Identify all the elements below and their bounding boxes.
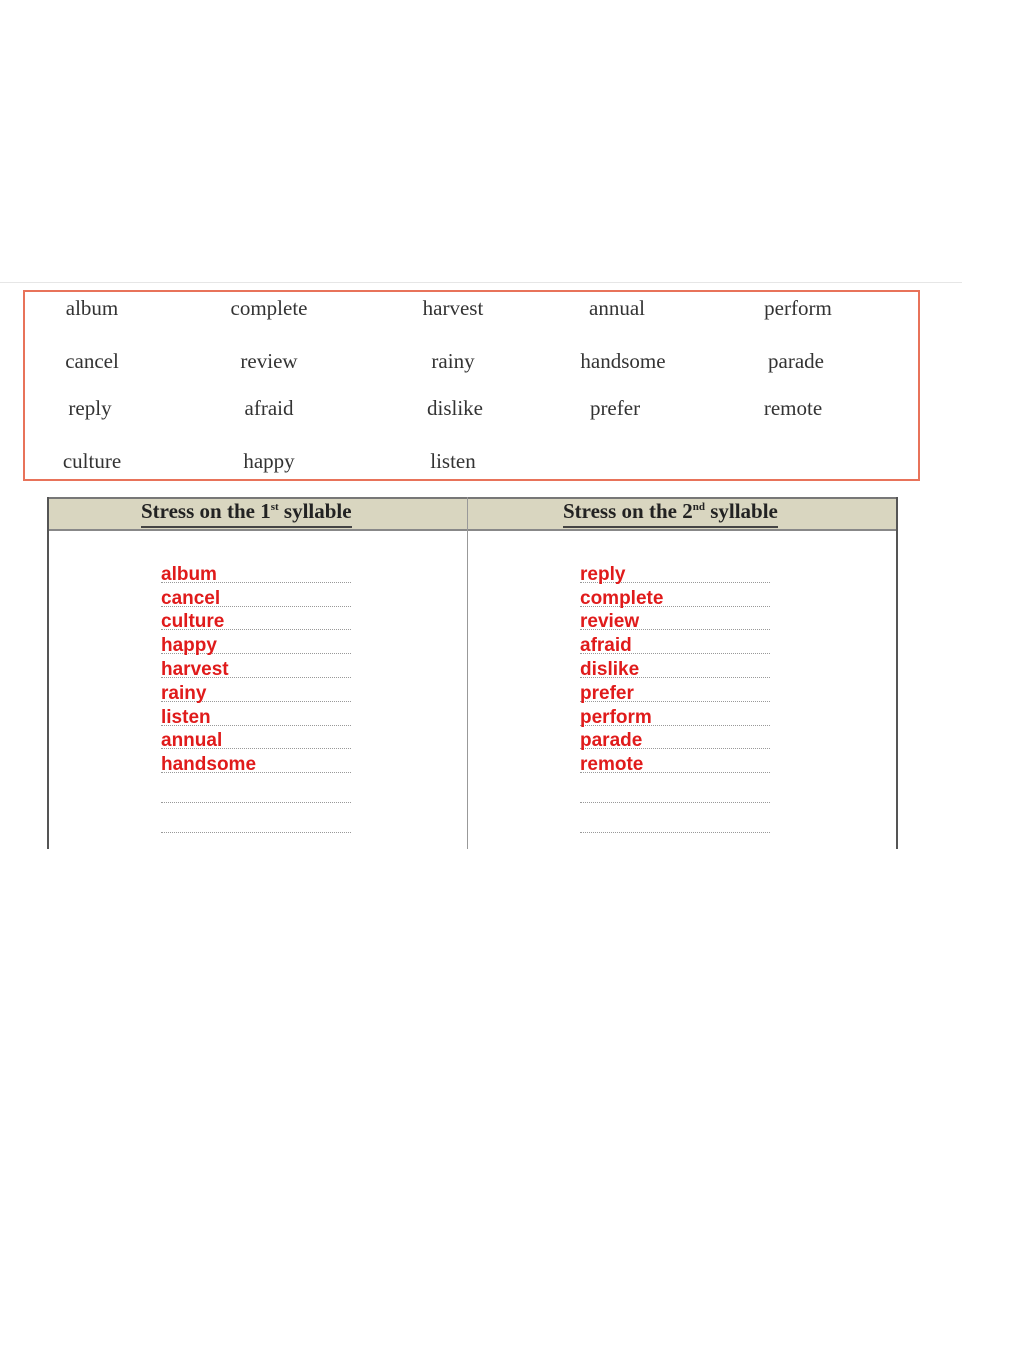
- answer-word: listen: [161, 706, 211, 728]
- word-bank-item: album: [65, 296, 119, 320]
- answer-line: [161, 630, 351, 657]
- answer-line: [161, 702, 351, 726]
- answer-line: [161, 559, 351, 583]
- answer-line: [580, 654, 770, 678]
- blank-answer-line: [580, 773, 770, 803]
- answer-word: dislike: [580, 658, 640, 680]
- answer-word: review: [580, 611, 640, 633]
- word-bank-item: parade: [768, 349, 824, 373]
- answer-word: annual: [161, 730, 223, 752]
- word-bank-item: harvest: [422, 296, 484, 320]
- answer-line: [161, 607, 351, 631]
- first-syllable-column: [161, 559, 351, 833]
- answer-line: [580, 559, 770, 583]
- answer-line: [161, 583, 351, 607]
- stress-table: [47, 497, 898, 849]
- answer-word: parade: [580, 730, 643, 752]
- answer-line: [580, 583, 770, 607]
- answer-word: happy: [161, 635, 217, 657]
- word-bank-item: handsome: [580, 349, 666, 373]
- top-divider-line: [0, 282, 962, 283]
- answer-line: [161, 726, 351, 750]
- answer-word: afraid: [580, 635, 632, 657]
- word-bank-item: perform: [764, 296, 832, 320]
- answer-line: [161, 654, 351, 678]
- answer-word: handsome: [161, 754, 257, 776]
- answer-word: rainy: [161, 682, 207, 704]
- answer-line: [161, 678, 351, 702]
- word-bank-item: rainy: [431, 349, 475, 373]
- word-bank-box: [23, 290, 920, 481]
- column-divider: [467, 497, 468, 849]
- answer-word: complete: [580, 587, 664, 609]
- header-first-syllable: Stress on the 1st syllable: [141, 499, 352, 528]
- word-bank-item: reply: [68, 396, 112, 420]
- answer-word: culture: [161, 611, 225, 633]
- word-bank-item: remote: [763, 396, 823, 420]
- word-bank-item: afraid: [244, 396, 294, 420]
- word-bank-item: prefer: [589, 396, 641, 420]
- answer-word: perform: [580, 706, 652, 728]
- word-bank-item: annual: [589, 296, 645, 320]
- blank-answer-line: [161, 803, 351, 833]
- answer-word: harvest: [161, 658, 229, 680]
- answer-line: [580, 678, 770, 702]
- answer-word: remote: [580, 754, 644, 776]
- word-bank-item: culture: [62, 449, 122, 473]
- answer-line: [161, 749, 351, 776]
- answer-line: [580, 702, 770, 726]
- answer-line: [580, 726, 770, 750]
- second-syllable-column: [580, 559, 770, 833]
- word-bank-item: cancel: [65, 349, 119, 373]
- answer-word: album: [161, 563, 217, 585]
- answer-word: prefer: [580, 682, 634, 704]
- word-bank-item: happy: [243, 449, 295, 473]
- word-bank-item: complete: [230, 296, 308, 320]
- header-second-syllable: Stress on the 2nd syllable: [563, 499, 778, 528]
- blank-answer-line: [580, 803, 770, 833]
- answer-word: cancel: [161, 587, 221, 609]
- answer-word: reply: [580, 563, 626, 585]
- blank-answer-line: [161, 773, 351, 803]
- answer-line: [580, 607, 770, 631]
- answer-line: [580, 749, 770, 776]
- word-bank-item: dislike: [427, 396, 483, 420]
- word-bank-item: listen: [430, 449, 476, 473]
- word-bank-item: review: [240, 349, 298, 373]
- answer-line: [580, 630, 770, 657]
